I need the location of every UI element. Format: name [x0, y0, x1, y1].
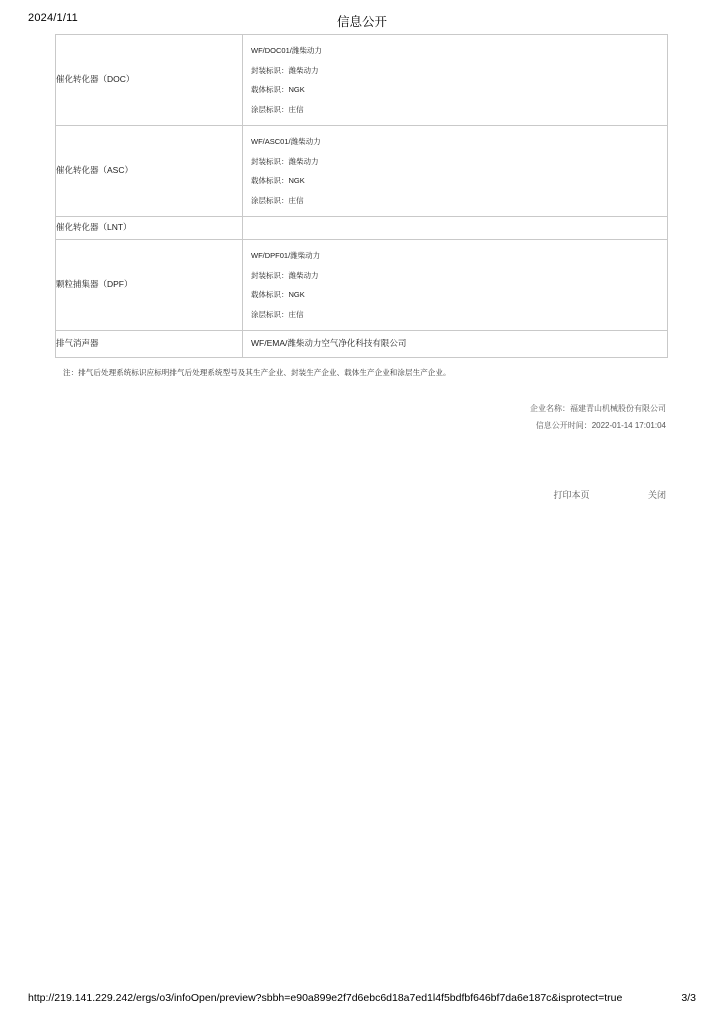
value-line: 封装标识：潍柴动力 [251, 65, 319, 75]
aftertreatment-info-table [55, 34, 668, 358]
print-footer [0, 992, 724, 1008]
table-row [56, 217, 668, 240]
print-page-button[interactable]: 打印本页 [553, 490, 590, 501]
company-name-line [55, 400, 666, 418]
value-line: 载体标识：NGK [251, 176, 305, 185]
table-row [56, 35, 668, 126]
value-line: WF/DOC01/潍柴动力 [251, 46, 322, 55]
value-line-group [243, 240, 667, 330]
value-line: 涂层标识：庄信 [251, 104, 304, 114]
value-line: WF/DPF01/潍柴动力 [251, 251, 321, 260]
row-label: 催化转化器（DOC） [56, 35, 243, 126]
publish-time-label: 信息公开时间： [535, 421, 592, 431]
row-value [243, 217, 668, 240]
document-meta [55, 400, 668, 435]
company-name-value: 福建青山机械股份有限公司 [570, 403, 666, 413]
row-label: 排气消声器 [56, 331, 243, 358]
value-line: 载体标识：NGK [251, 290, 305, 299]
row-label: 催化转化器（ASC） [56, 126, 243, 217]
main-content [55, 34, 668, 503]
action-links [55, 485, 668, 503]
footer-url: http://219.141.229.242/ergs/o3/infoOpen/preview?sbbh=e90a899e2f7d6ebc6d18a7ed1l4f5bdfbf646bf7da6e187c&isprotect=true [28, 992, 623, 1004]
publish-time-value: 2022-01-14 17:01:04 [591, 421, 666, 431]
table-row [56, 240, 668, 331]
value-text: WF/EMA/潍柴动力空气净化科技有限公司 [251, 338, 407, 348]
value-line: 载体标识：NGK [251, 85, 305, 94]
row-value [243, 331, 668, 358]
print-header [0, 12, 724, 30]
value-line-group [243, 35, 667, 125]
value-line-group [243, 126, 667, 216]
value-line: 涂层标识：庄信 [251, 309, 304, 319]
value-line: 封装标识：潍柴动力 [251, 270, 319, 280]
table-row [56, 331, 668, 358]
value-line: 涂层标识：庄信 [251, 195, 304, 205]
company-name-label: 企业名称： [530, 403, 570, 413]
page-title: 信息公开 [336, 15, 387, 29]
row-value [243, 35, 668, 126]
table-row [56, 126, 668, 217]
table-note: 注：排气后处理系统标识应标明排气后处理系统型号及其生产企业、封装生产企业、载体生产企业和涂层生产企业。 [63, 367, 451, 377]
row-label: 催化转化器（LNT） [56, 217, 243, 240]
close-button[interactable]: 关闭 [647, 490, 666, 501]
value-line: 封装标识：潍柴动力 [251, 156, 319, 166]
row-value [243, 126, 668, 217]
footer-page-number: 3/3 [681, 992, 696, 1004]
value-line: WF/ASC01/潍柴动力 [251, 137, 321, 146]
row-label: 颗粒捕集器（DPF） [56, 240, 243, 331]
row-value [243, 240, 668, 331]
print-date: 2024/1/11 [28, 12, 78, 24]
publish-time-line [55, 417, 666, 435]
